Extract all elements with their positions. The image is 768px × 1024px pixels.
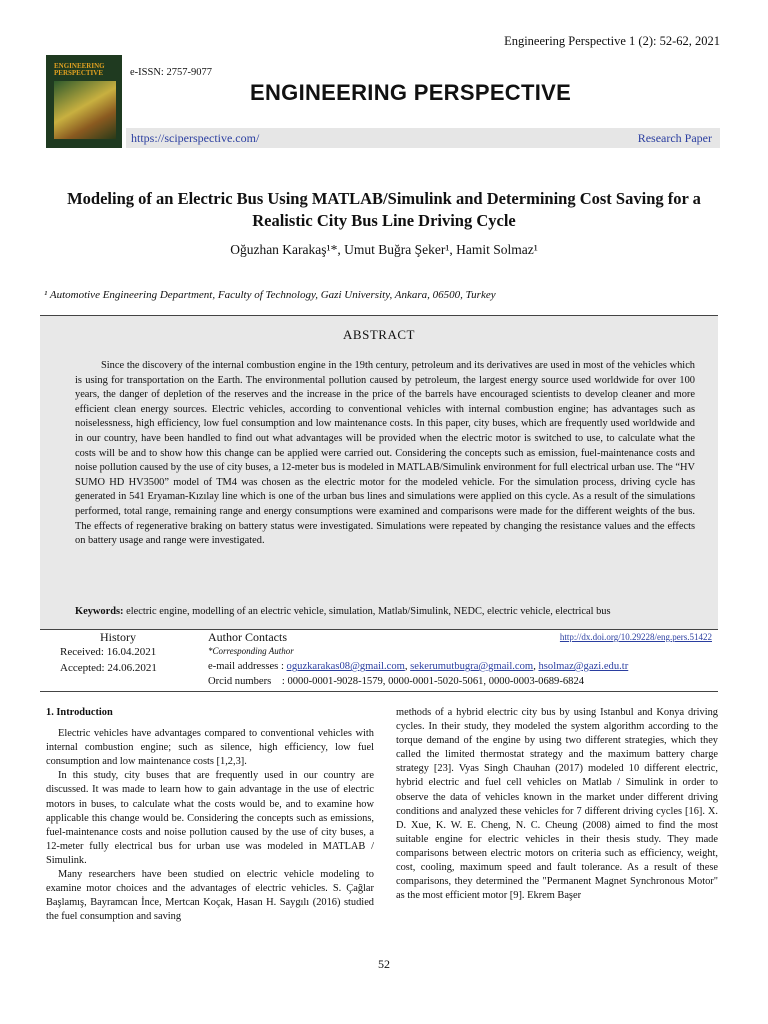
left-column bbox=[46, 706, 374, 924]
journal-title: ENGINEERING PERSPECTIVE bbox=[250, 80, 572, 105]
divider bbox=[40, 691, 718, 692]
section-heading: 1. Introduction bbox=[46, 707, 113, 718]
journal-cover-image bbox=[46, 55, 122, 148]
email-link-3[interactable]: hsolmaz@gazi.edu.tr bbox=[538, 661, 629, 672]
paragraph: methods of a hybrid electric city bus by using Istanbul and Konya driving cycles. In their study, they modeled the system algorithm according to the torque demand of the engine by using two different strategies, which they called the limited thermostat strategy and the maximum battery charge strategy [23]. Vyas Singh Chauhan (2017) modeled 10 different electric, hybrid electric and fuel cell vehicles on Matlab / Simulink in order to observe the data of vehicles known in the market under different driving conditions and analyzed these vehicles for 7 different driving cycles [16]. X. D. Xue, K. W. E. Cheng, N. C. Cheung (2008) aimed to find the most suitable engine for electric vehicles in their thesis study. They made comparisons between electric motors on criteria such as efficiency, weight, cost, cooling, maximum speed and fault tolerance. As a result of these comparisons, they determined the "Permanent Magnet Synchronous Motor" as the most efficient motor [9]. Ekrem Başer bbox=[396, 707, 718, 902]
affiliation: ¹ Automotive Engineering Department, Faculty of Technology, Gazi University, Ankara, 06500, Turkey bbox=[44, 289, 496, 301]
journal-reference: Engineering Perspective 1 (2): 52-62, 2021 bbox=[504, 34, 720, 48]
authors: Oğuzhan Karakaş¹*, Umut Buğra Şeker¹, Hamit Solmaz¹ bbox=[230, 242, 538, 257]
paragraph: Electric vehicles have advantages compared to conventional vehicles with internal combustion engine; such as silence, high efficiency, low fuel consumption and low maintenance costs [1,2,3]. bbox=[46, 728, 374, 768]
cover-title: ENGINEERING PERSPECTIVE bbox=[54, 62, 105, 77]
journal-url-link[interactable]: https://sciperspective.com/ bbox=[131, 131, 260, 145]
received-date: Received: 16.04.2021 bbox=[60, 646, 157, 658]
cover-artwork bbox=[54, 81, 116, 139]
paragraph: Many researchers have been studied on electric vehicle modeling to examine motor choices and the advantages of electric vehicles. S. Çağlar Başlamış, Bayramcan İnce, Mertcan Koçak, Hasan H. Saygılı (2016) studied the fuel consumption and saving bbox=[46, 869, 374, 923]
accepted-date: Accepted: 24.06.2021 bbox=[60, 662, 157, 674]
divider bbox=[40, 629, 718, 630]
email-link-2[interactable]: sekerumutbugra@gmail.com bbox=[410, 661, 534, 672]
paper-title: Modeling of an Electric Bus Using MATLAB/Simulink and Determining Cost Saving for a Realistic City Bus Line Driving Cycle bbox=[67, 189, 701, 230]
right-column bbox=[396, 706, 718, 903]
email-addresses: e-mail addresses : oguzkarakas08@gmail.com, sekerumutbugra@gmail.com, hsolmaz@gazi.edu.tr bbox=[208, 661, 629, 672]
keywords bbox=[75, 606, 725, 617]
paragraph: In this study, city buses that are frequently used in our country are discussed. It was made to learn how to gain advantage in the use of electric motors in buses, to calculate what the costs would be, and to examine how applicable this change would be. Considering the concepts such as emissions, fuel-maintenance costs and noise pollution caused by the use of city buses, a 12-meter fully electrical bus for urban use was modeled in MATLAB / Simulink. bbox=[46, 770, 374, 866]
abstract-box bbox=[40, 315, 718, 630]
author-contacts-label: Author Contacts bbox=[208, 630, 287, 644]
paper-type: Research Paper bbox=[637, 131, 712, 145]
abstract-text: Since the discovery of the internal combustion engine in the 19th century, petroleum and its derivatives are used in most of the vehicles which is using for transportation on the Earth. The environmental pollution caused by petroleum, the largest energy source used worldwide for over 100 years, the danger of depletion of the reserves and the increase in the price of the barrels have encouraged scientists to develop cleaner and more efficient clean energy sources. Electric vehicles, according to conventional vehicles with internal combustion engine; has advantages such as noiselessness, high efficiency, low fuel consumption and low maintenance costs. In this paper, city buses, which are frequently used worldwide and in our country, have been handled to find out what advantages will be provided when the electric motor is switched to use, to calculate what the costs will be and to show how this change can be applied were carried out. Considering the concepts such as emission, fuel-maintenance costs and noise pollution caused by the use of city buses, a 12-meter bus is modeled in MATLAB/Simulink environment for full electrical urban use. The “HV SUMO HD HV3500” model of TM4 was chosen as the electric motor for the modeled vehicle. For the simulation process, driving cycle has generated in 541 Eryaman-Kızılay line which is one of the urban bus lines and simulations were applied on this cycle. As a result of the simulations performed, total range, remaining range and energy consumptions were examined and comparisons were made for the different weights of the bus. The effects of regenerative braking on battery status were investigated. Simulations were repeated by changing the resistance values and the effects on battery usage and range were investigated. bbox=[75, 360, 695, 547]
keywords-label: Keywords: bbox=[75, 606, 124, 617]
doi-link[interactable]: http://dx.doi.org/10.29228/eng.pers.51422 bbox=[559, 632, 712, 642]
keywords-list: electric engine, modelling of an electric vehicle, simulation, Matlab/Simulink, NEDC, electric vehicle, electrical bus bbox=[126, 606, 611, 617]
issn: e-ISSN: 2757-9077 bbox=[130, 67, 212, 78]
page-number: 52 bbox=[378, 957, 390, 971]
email-label: e-mail addresses : bbox=[208, 661, 287, 672]
orcid-values: : 0000-0001-9028-1579, 0000-0001-5020-5061, 0000-0003-0689-6824 bbox=[281, 676, 585, 687]
email-link-1[interactable]: oguzkarakas08@gmail.com bbox=[286, 661, 405, 672]
abstract-heading: ABSTRACT bbox=[343, 327, 415, 342]
orcid-label: Orcid numbers bbox=[208, 676, 272, 687]
orcid-numbers bbox=[208, 676, 584, 687]
corresponding-author-note: *Corresponding Author bbox=[208, 646, 294, 656]
history-label: History bbox=[100, 630, 136, 644]
